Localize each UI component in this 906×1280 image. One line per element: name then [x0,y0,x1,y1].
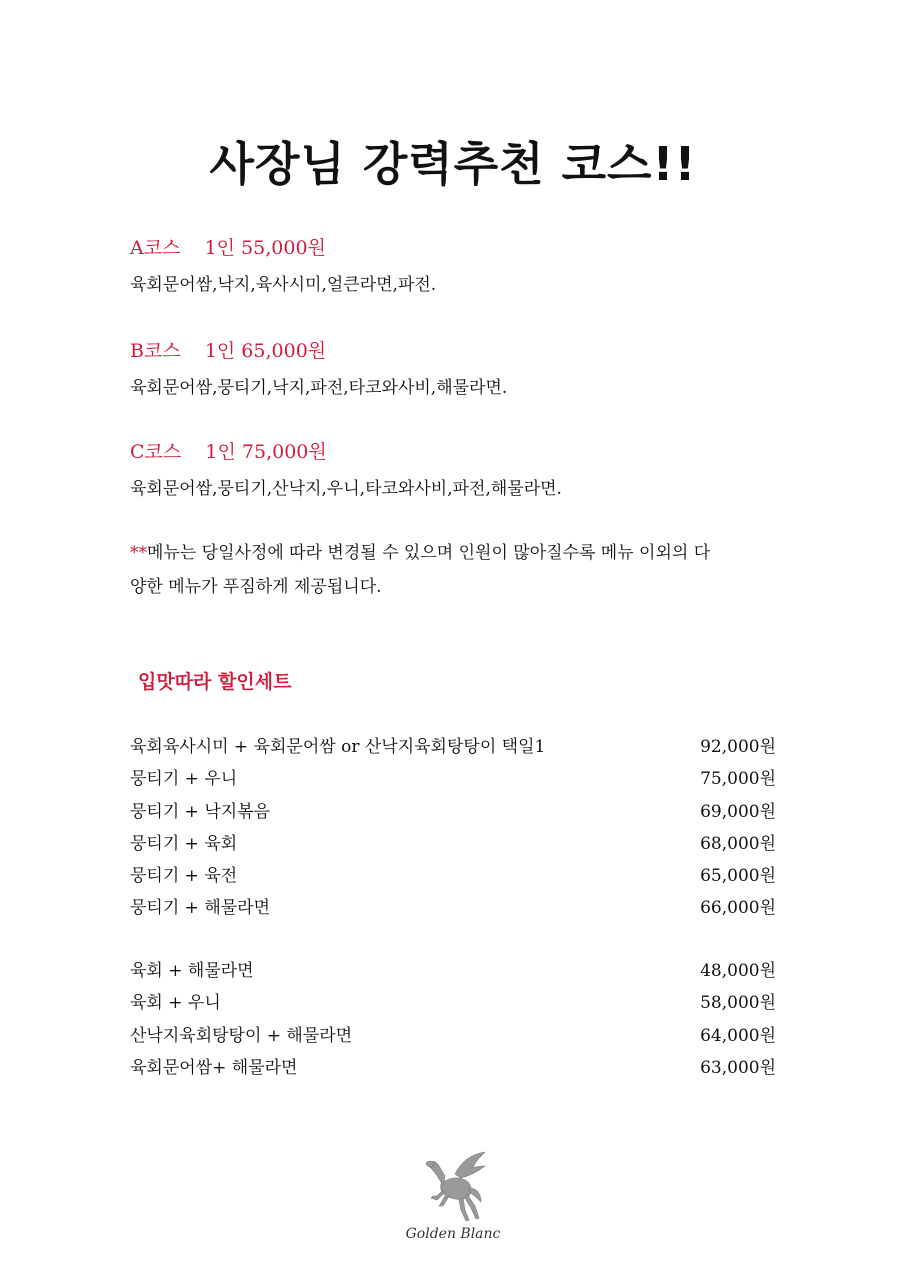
course-c-items: 육회문어쌈,뭉티기,산낙지,우니,타코와사비,파전,해물라면. [130,479,562,499]
set-name: 산낙지육회탕탕이 + 해물라면 [130,1025,353,1046]
set-price: 48,000원 [700,961,776,981]
set-price: 58,000원 [700,993,776,1014]
set-name: 육회 + 해물라면 [130,961,254,981]
pegasus-icon [411,1148,495,1226]
set-price: 64,000원 [700,1025,776,1046]
set-price: 68,000원 [700,833,776,854]
set-price: 65,000원 [700,866,776,887]
set-name: 뭉티기 + 육회 [130,833,238,854]
note-line-2: 양한 메뉴가 푸짐하게 제공됩니다. [130,577,382,597]
logo-text: Golden Blanc [405,1226,501,1242]
set-name: 뭉티기 + 우니 [130,769,238,790]
discount-set-list-1 [130,731,776,925]
set-row [130,828,776,860]
set-price: 69,000원 [700,801,776,822]
set-row [130,987,776,1019]
set-row [130,892,776,924]
course-b-heading: B코스 1인 65,000원 [130,340,327,362]
set-name: 육회문어쌈+ 해물라면 [130,1057,298,1078]
set-row [130,955,776,987]
discount-set-title: 입맛따라 할인세트 [138,671,292,693]
page-title: 사장님 강력추천 코스!! [209,137,697,191]
set-row [130,763,776,795]
set-name: 뭉티기 + 낙지볶음 [130,801,271,822]
set-row [130,731,776,763]
set-row [130,860,776,892]
set-row [130,796,776,828]
course-c-heading: C코스 1인 75,000원 [130,441,327,463]
course-b-items: 육회문어쌈,뭉티기,낙지,파전,타코와사비,해물라면. [130,378,508,398]
course-a-items: 육회문어쌈,낙지,육사시미,얼큰라면,파전. [130,275,437,295]
golden-blanc-logo [388,1148,518,1248]
set-name: 뭉티기 + 육전 [130,866,238,887]
discount-set-list-2 [130,955,776,1084]
course-a-heading: A코스 1인 55,000원 [130,237,326,259]
set-price: 66,000원 [700,898,776,919]
set-row [130,1052,776,1084]
set-price: 63,000원 [700,1057,776,1078]
set-name: 뭉티기 + 해물라면 [130,898,271,919]
set-price: 75,000원 [700,769,776,790]
set-row [130,1020,776,1052]
note-line-1: 메뉴는 당일사정에 따라 변경될 수 있으며 인원이 많아질수록 메뉴 이외의 다 [147,543,711,563]
set-price: 92,000원 [700,737,776,757]
note-stars: ** [130,543,147,563]
set-name: 육회 + 우니 [130,993,221,1014]
menu-note [130,536,790,604]
set-name: 육회육사시미 + 육회문어쌈 or 산낙지육회탕탕이 택일1 [130,737,546,757]
